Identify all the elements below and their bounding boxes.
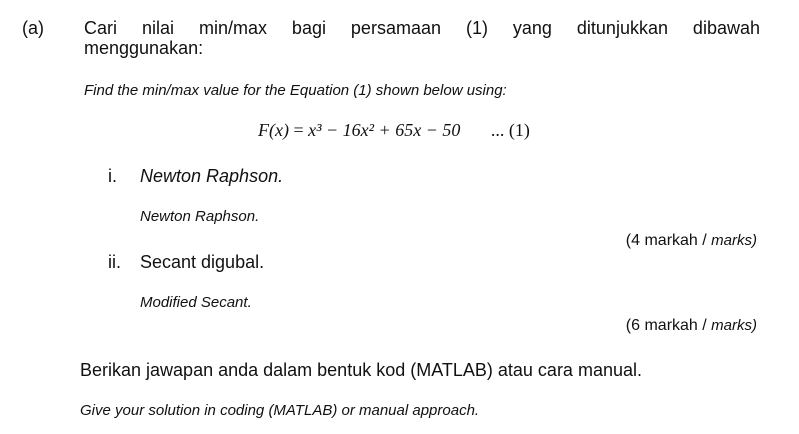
instruction-malay: Berikan jawapan anda dalam bentuk kod (MATLAB) atau cara manual. [80, 360, 642, 380]
equation-lhs: F(x) [258, 120, 289, 140]
question-label: (a) [22, 18, 44, 38]
marks-i-malay: (4 markah / [625, 232, 707, 249]
item-english-i: Newton Raphson. [140, 208, 260, 225]
question-text-malay-line1: Cari nilai min/max bagi persamaan (1) yang ditunjukkan dibawah [84, 18, 760, 38]
equation-rhs: x³ − 16x² + 65x − 50 [308, 120, 461, 140]
question-text-english: Find the min/max value for the Equation (1) shown below using: [84, 82, 507, 99]
item-malay-i: Newton Raphson. [140, 166, 284, 186]
item-roman-ii: ii. [108, 252, 121, 272]
item-malay-ii: Secant digubal. [140, 252, 265, 272]
marks-i [626, 232, 757, 250]
marks-ii-english: marks) [711, 317, 757, 334]
instruction-english: Give your solution in coding (MATLAB) or manual approach. [80, 402, 480, 419]
question-text-malay-line2: menggunakan: [84, 38, 204, 58]
equation [258, 120, 530, 141]
marks-ii [626, 317, 757, 335]
marks-ii-malay: (6 markah / [625, 317, 707, 334]
equation-equals: = [293, 120, 304, 140]
item-english-ii: Modified Secant. [140, 294, 252, 311]
item-roman-i: i. [108, 166, 117, 186]
equation-number: ... (1) [490, 120, 530, 140]
marks-i-english: marks) [711, 232, 757, 249]
